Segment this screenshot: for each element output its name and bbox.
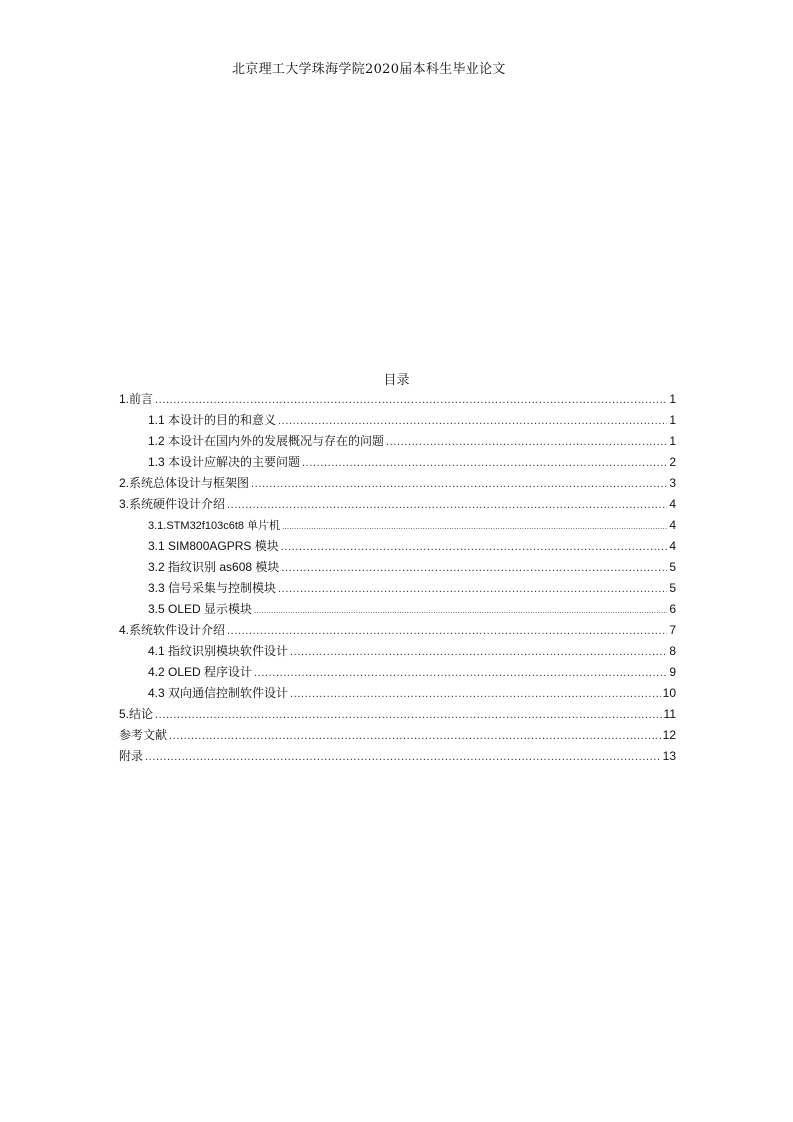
toc-entry-label: 3.1 SIM800AGPRS 模块 bbox=[148, 539, 279, 553]
toc-entry-page: 7 bbox=[669, 623, 676, 637]
toc-entry-label: 2.系统总体设计与框架图 bbox=[119, 476, 250, 490]
toc-entry-page: 5 bbox=[669, 560, 676, 574]
dot-leader bbox=[251, 474, 667, 495]
toc-entry-page: 13 bbox=[662, 749, 676, 763]
toc-entry-page: 1 bbox=[669, 434, 676, 448]
dot-leader bbox=[278, 579, 667, 600]
toc-entry-label: 4.1 指纹识别模块软件设计 bbox=[148, 644, 289, 658]
toc-entry-label: 1.前言 bbox=[119, 392, 154, 406]
toc-entry-page: 11 bbox=[663, 707, 676, 721]
toc-entry-label: 3.5 OLED 显示模块 bbox=[148, 602, 253, 616]
dot-leader bbox=[145, 747, 661, 768]
dot-leader bbox=[278, 411, 667, 432]
dot-leader bbox=[169, 726, 661, 747]
toc-entry[interactable] bbox=[119, 599, 676, 620]
dot-leader bbox=[281, 558, 667, 579]
toc-entry[interactable] bbox=[119, 725, 676, 746]
toc-entry-page: 6 bbox=[669, 602, 676, 616]
dot-leader bbox=[155, 390, 667, 411]
toc-entry-page: 5 bbox=[669, 581, 676, 595]
toc-entry-label: 1.2 本设计在国内外的发展概况与存在的问题 bbox=[148, 434, 385, 448]
toc-entry-label: 1.3 本设计应解决的主要问题 bbox=[148, 455, 301, 469]
toc-entry[interactable] bbox=[119, 452, 676, 473]
dot-leader bbox=[386, 432, 667, 453]
toc-entry-page: 2 bbox=[669, 455, 676, 469]
toc-entry[interactable] bbox=[119, 662, 676, 683]
toc-entry[interactable] bbox=[119, 410, 676, 431]
toc-entry-page: 4 bbox=[669, 497, 676, 511]
toc-entry-label: 参考文献 bbox=[119, 728, 168, 742]
toc-entry[interactable] bbox=[119, 536, 676, 557]
toc-entry-label: 4.2 OLED 程序设计 bbox=[148, 665, 253, 679]
toc-entry-page: 1 bbox=[669, 413, 676, 427]
toc-entry-page: 3 bbox=[669, 476, 676, 490]
page-header: 北京理工大学珠海学院2020届本科生毕业论文 bbox=[232, 62, 506, 77]
toc-entry-label: 3.系统硬件设计介绍 bbox=[119, 497, 226, 511]
toc-entry[interactable] bbox=[119, 557, 676, 578]
dot-leader bbox=[227, 495, 667, 516]
toc-entry[interactable] bbox=[119, 515, 676, 536]
dot-leader bbox=[281, 537, 668, 558]
table-of-contents bbox=[119, 389, 676, 767]
toc-entry[interactable] bbox=[119, 578, 676, 599]
toc-entry-label: 4.系统软件设计介绍 bbox=[119, 623, 226, 637]
toc-entry-label: 3.3 信号采集与控制模块 bbox=[148, 581, 277, 595]
toc-entry[interactable] bbox=[119, 620, 676, 641]
toc-entry-page: 12 bbox=[662, 728, 676, 742]
toc-entry[interactable] bbox=[119, 431, 676, 452]
toc-entry-label: 1.1 本设计的目的和意义 bbox=[148, 413, 277, 427]
toc-entry[interactable] bbox=[119, 494, 676, 515]
toc-entry[interactable] bbox=[119, 704, 676, 725]
toc-entry-label: 4.3 双向通信控制软件设计 bbox=[148, 686, 289, 700]
dot-leader bbox=[254, 663, 667, 684]
toc-title: 目录 bbox=[383, 373, 410, 388]
toc-entry-label: 3.2 指纹识别 as608 模块 bbox=[148, 560, 280, 574]
toc-entry-label: 附录 bbox=[119, 749, 144, 763]
toc-entry-page: 9 bbox=[669, 665, 676, 679]
toc-entry-label: 3.1.STM32f103c6t8 单片机 bbox=[148, 520, 281, 532]
dot-leader bbox=[155, 705, 662, 726]
toc-entry-page: 1 bbox=[669, 392, 676, 406]
dot-leader bbox=[282, 516, 667, 537]
toc-entry-label: 5.结论 bbox=[119, 707, 154, 721]
toc-entry[interactable] bbox=[119, 683, 676, 704]
dot-leader bbox=[227, 621, 667, 642]
toc-entry-page: 10 bbox=[662, 686, 676, 700]
toc-entry-page: 8 bbox=[669, 644, 676, 658]
dot-leader bbox=[290, 684, 661, 705]
dot-leader bbox=[290, 642, 667, 663]
toc-entry-page: 4 bbox=[669, 539, 676, 553]
toc-entry[interactable] bbox=[119, 746, 676, 767]
dot-leader bbox=[254, 600, 667, 621]
dot-leader bbox=[302, 453, 667, 474]
toc-entry[interactable] bbox=[119, 641, 676, 662]
toc-entry-page: 4 bbox=[669, 518, 676, 532]
toc-entry[interactable] bbox=[119, 473, 676, 494]
toc-entry[interactable] bbox=[119, 389, 676, 410]
